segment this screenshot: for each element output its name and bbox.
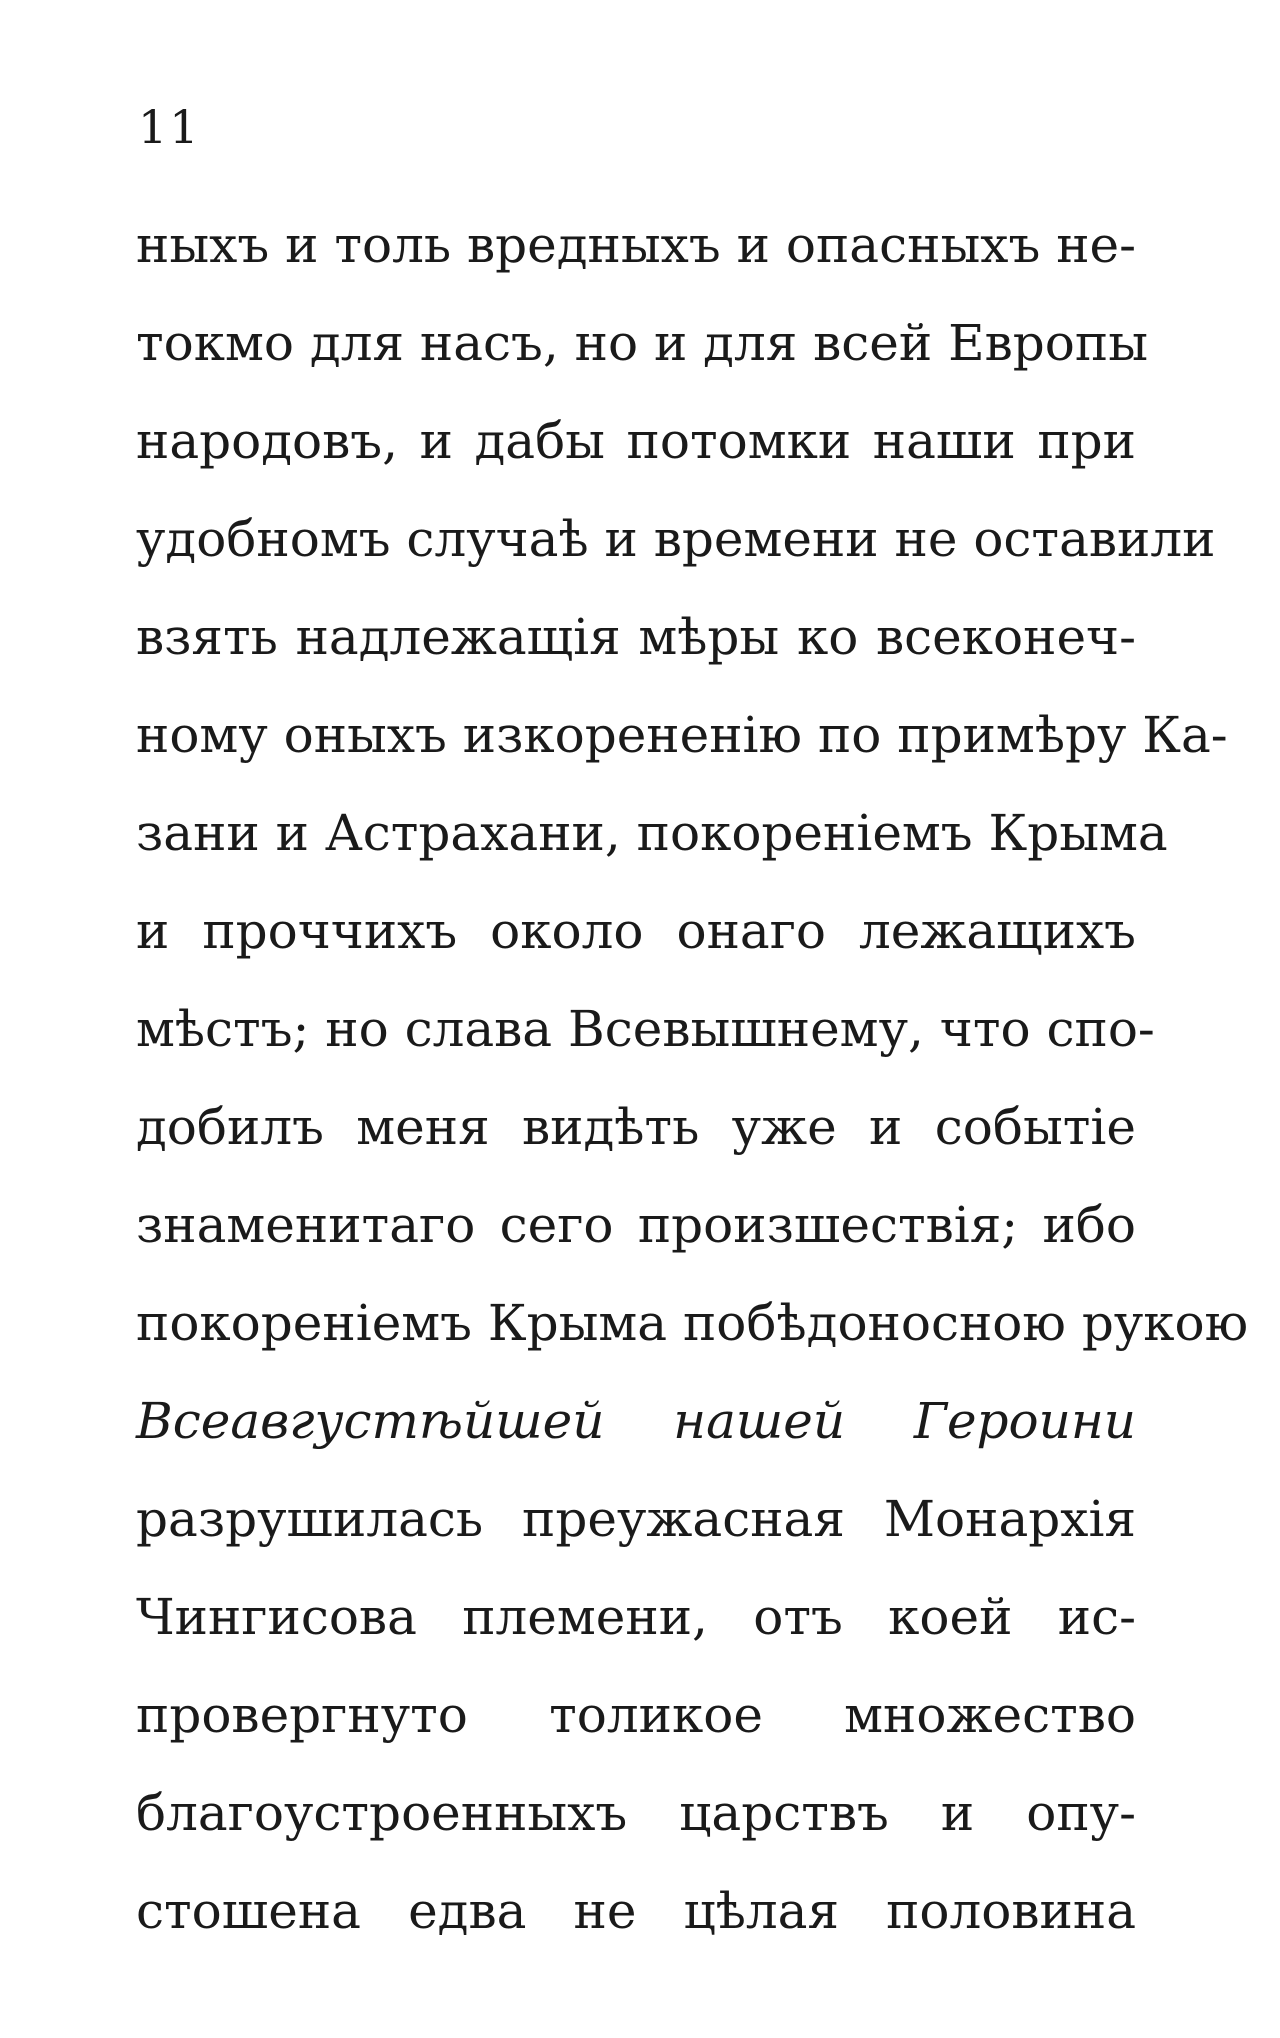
text-line: удобномъ случаѣ и времени не оставили: [136, 510, 1216, 568]
text-line: провергнуто толикое множество: [136, 1686, 1136, 1744]
text-line: благоустроенныхъ царствъ и опу-: [136, 1784, 1136, 1842]
text-line: ному оныхъ изкорененію по примѣру Ка-: [136, 706, 1228, 764]
text-line: ныхъ и толь вредныхъ и опасныхъ не-: [136, 216, 1136, 274]
text-line: стошена едва не цѣлая половина: [136, 1882, 1136, 1940]
text-line: токмо для насъ, но и для всей Европы: [136, 314, 1148, 372]
text-line: разрушилась преужасная Монархія: [136, 1490, 1136, 1548]
text-line: добилъ меня видѣть уже и событіе: [136, 1098, 1136, 1156]
text-line: и проччихъ около онаго лежащихъ: [136, 902, 1136, 960]
page-number: 11: [138, 100, 201, 154]
text-line: знаменитаго сего произшествія; ибо: [136, 1196, 1136, 1254]
text-line: покореніемъ Крыма побѣдоносною рукою: [136, 1294, 1249, 1352]
text-line: народовъ, и дабы потомки наши при: [136, 412, 1136, 470]
text-line: взять надлежащія мѣры ко всеконеч-: [136, 608, 1136, 666]
text-line: зани и Астрахани, покореніемъ Крыма: [136, 804, 1168, 862]
body-text: [136, 210, 1249, 1974]
text-line: мѣстъ; но слава Всевышнему, что спо-: [136, 1000, 1155, 1058]
text-line: Чингисова племени, отъ коей ис-: [136, 1588, 1136, 1646]
text-line-italic: Всеавгустѣйшей нашей Героини: [136, 1392, 1136, 1450]
